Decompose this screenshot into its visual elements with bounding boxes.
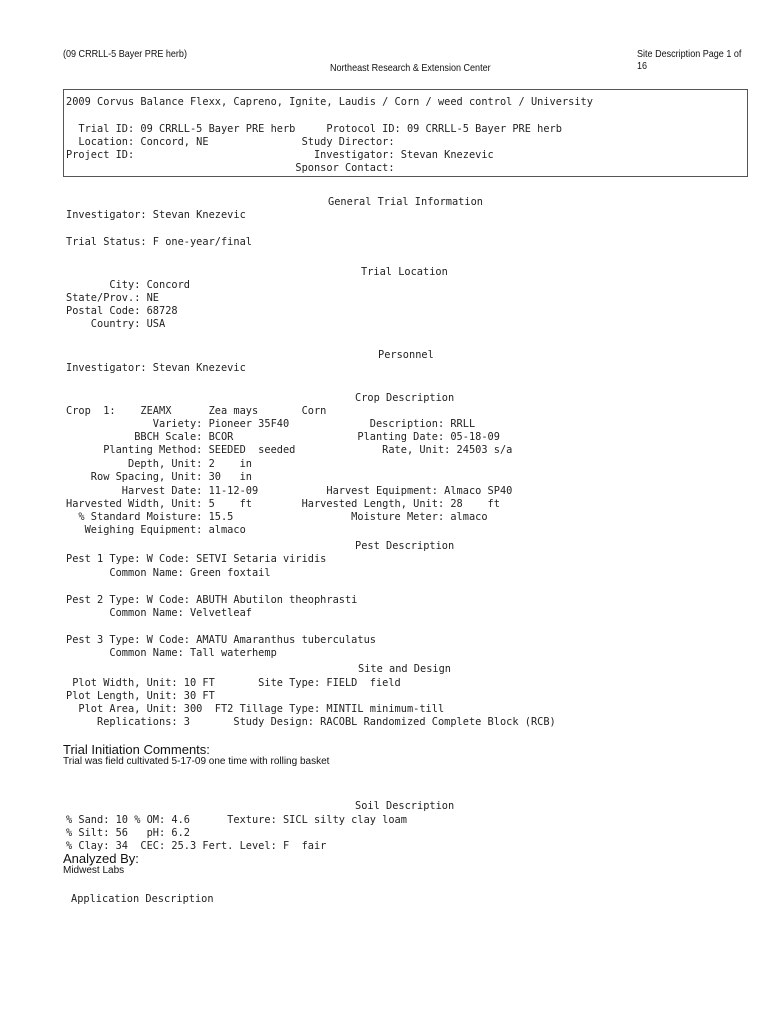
crop-moisture-line: % Standard Moisture: 15.5 Moisture Meter: almaco — [66, 511, 488, 523]
crop-planting-line: Planting Method: SEEDED seeded Rate, Unit: 24503 s/a — [66, 444, 513, 456]
crop-row-spacing-line: Row Spacing, Unit: 30 in — [66, 471, 252, 483]
header-trial-name: (09 CRRLL-5 Bayer PRE herb) — [63, 48, 187, 60]
pest-2-common-name: Common Name: Velvetleaf — [66, 607, 252, 619]
project-line: Project ID: Investigator: Stevan Knezevic — [66, 149, 494, 161]
site-replications: Replications: 3 Study Design: RACOBL Randomized Complete Block (RCB) — [66, 716, 556, 728]
soil-sand-line: % Sand: 10 % OM: 4.6 Texture: SICL silty clay loam — [66, 814, 407, 826]
general-investigator: Investigator: Stevan Knezevic — [66, 209, 246, 221]
trial-title: 2009 Corvus Balance Flexx, Capreno, Ignite, Laudis / Corn / weed control / University — [66, 96, 593, 108]
crop-harvest-line: Harvest Date: 11-12-09 Harvest Equipment: Almaco SP40 — [66, 485, 513, 497]
pest-3-common-name: Common Name: Tall waterhemp — [66, 647, 277, 659]
location-state: State/Prov.: NE — [66, 292, 159, 304]
crop-line: Crop 1: ZEAMX Zea mays Corn — [66, 405, 327, 417]
header-center-name: Northeast Research & Extension Center — [330, 62, 491, 74]
soil-clay-line: % Clay: 34 CEC: 25.3 Fert. Level: F fair — [66, 840, 327, 852]
site-heading: Site and Design — [358, 663, 451, 675]
crop-weighing-line: Weighing Equipment: almaco — [66, 524, 246, 536]
crop-heading: Crop Description — [355, 392, 455, 404]
personnel-heading: Personnel — [378, 349, 434, 361]
site-plot-area: Plot Area, Unit: 300 FT2 Tillage Type: MINTIL minimum-till — [66, 703, 445, 715]
location-city: City: Concord — [66, 279, 190, 291]
analyzed-by-heading: Analyzed By: — [63, 851, 139, 866]
crop-bbch-line: BBCH Scale: BCOR Planting Date: 05-18-09 — [66, 431, 500, 443]
trial-summary-box — [63, 89, 748, 177]
application-heading: Application Description — [71, 893, 214, 905]
comments-heading: Trial Initiation Comments: — [63, 742, 210, 757]
sponsor-line: Sponsor Contact: — [66, 162, 395, 174]
soil-silt-line: % Silt: 56 pH: 6.2 — [66, 827, 190, 839]
analyzed-by-value: Midwest Labs — [63, 865, 125, 876]
location-country: Country: USA — [66, 318, 166, 330]
location-postal-code: Postal Code: 68728 — [66, 305, 178, 317]
pest-2-type: Pest 2 Type: W Code: ABUTH Abutilon theophrasti — [66, 594, 358, 606]
trial-id-line: Trial ID: 09 CRRLL-5 Bayer PRE herb Protocol ID: 09 CRRLL-5 Bayer PRE herb — [66, 123, 562, 135]
crop-harvest-size-line: Harvested Width, Unit: 5 ft Harvested Length, Unit: 28 ft — [66, 498, 500, 510]
general-info-heading: General Trial Information — [328, 196, 483, 208]
soil-heading: Soil Description — [355, 800, 455, 812]
header-page-number: Site Description Page 1 of 16 — [637, 48, 742, 72]
pest-1-type: Pest 1 Type: W Code: SETVI Setaria viridis — [66, 553, 327, 565]
crop-variety-line: Variety: Pioneer 35F40 Description: RRLL — [66, 418, 476, 430]
pest-heading: Pest Description — [355, 540, 455, 552]
comments-text: Trial was field cultivated 5-17-09 one time with rolling basket — [63, 756, 330, 767]
site-plot-width: Plot Width, Unit: 10 FT Site Type: FIELD field — [66, 677, 401, 689]
pest-1-common-name: Common Name: Green foxtail — [66, 567, 271, 579]
crop-depth-line: Depth, Unit: 2 in — [66, 458, 252, 470]
trial-status: Trial Status: F one-year/final — [66, 236, 252, 248]
location-line: Location: Concord, NE Study Director: — [66, 136, 395, 148]
personnel-investigator: Investigator: Stevan Knezevic — [66, 362, 246, 374]
trial-location-heading: Trial Location — [361, 266, 448, 278]
site-plot-length: Plot Length, Unit: 30 FT — [66, 690, 215, 702]
pest-3-type: Pest 3 Type: W Code: AMATU Amaranthus tuberculatus — [66, 634, 376, 646]
